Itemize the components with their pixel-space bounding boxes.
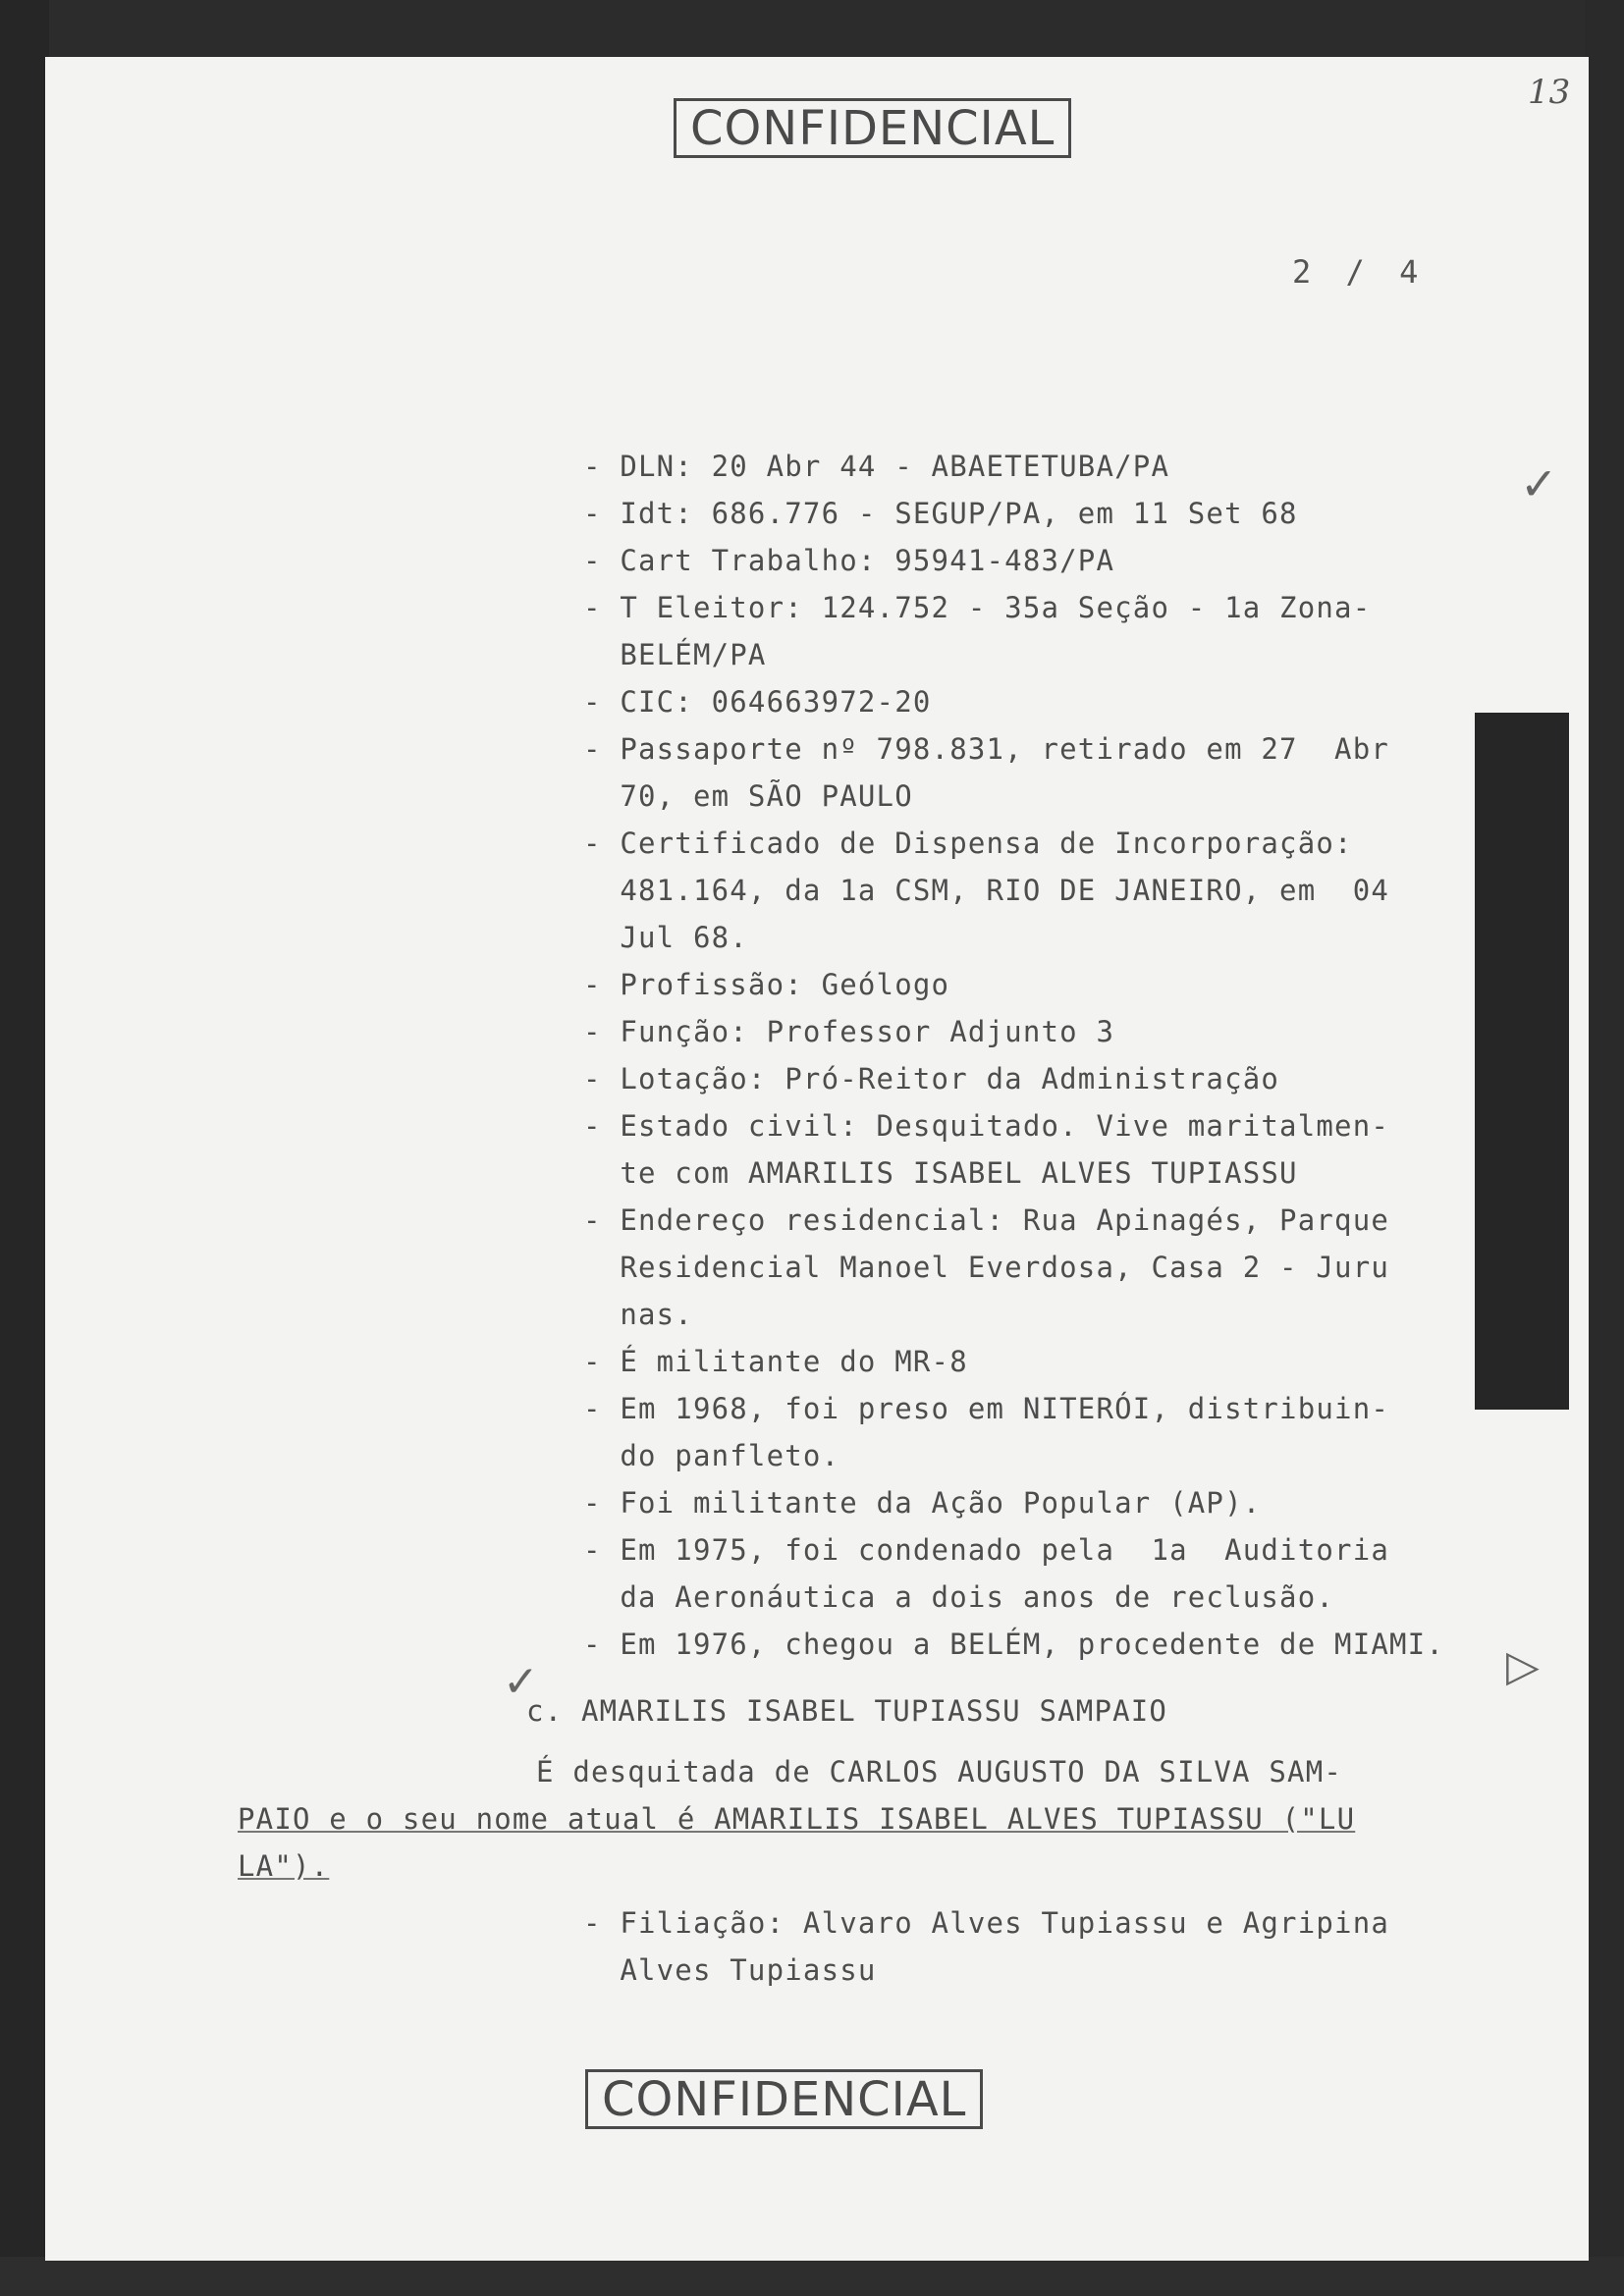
doc-line: - Passaporte nº 798.831, retirado em 27 Abr — [583, 732, 1390, 766]
doc-line: - Idt: 686.776 - SEGUP/PA, em 11 Set 68 — [583, 497, 1298, 530]
doc-line: Residencial Manoel Everdosa, Casa 2 - Juru — [583, 1251, 1390, 1284]
doc-line: - Profissão: Geólogo — [583, 968, 950, 1001]
doc-line: - CIC: 064663972-20 — [583, 685, 932, 719]
scan-border-left — [0, 0, 49, 2296]
doc-line: - Cart Trabalho: 95941-483/PA — [583, 544, 1115, 577]
doc-line: - Lotação: Pró-Reitor da Administração — [583, 1062, 1280, 1095]
doc-line: - Função: Professor Adjunto 3 — [583, 1015, 1115, 1048]
arrow-mark-icon: ▷ — [1506, 1641, 1540, 1691]
doc-line: - Filiação: Alvaro Alves Tupiassu e Agripina — [583, 1906, 1390, 1940]
doc-line: nas. — [583, 1298, 693, 1331]
scan-border-right — [1585, 0, 1624, 2296]
doc-line: - Em 1975, foi condenado pela 1a Auditoria — [583, 1533, 1390, 1567]
section-c-paragraph: É desquitada de CARLOS AUGUSTO DA SILVA SAM- — [536, 1755, 1343, 1789]
doc-line: - Foi militante da Ação Popular (AP). — [583, 1486, 1262, 1520]
doc-line: - Endereço residencial: Rua Apinagés, Parque — [583, 1203, 1390, 1237]
scan-border-bottom — [0, 2257, 1624, 2296]
confidential-stamp-bottom: CONFIDENCIAL — [585, 2069, 983, 2129]
doc-line: - T Eleitor: 124.752 - 35a Seção - 1a Zona- — [583, 591, 1372, 624]
doc-line: 481.164, da 1a CSM, RIO DE JANEIRO, em 04 — [583, 874, 1390, 907]
document-page — [45, 57, 1589, 2261]
doc-line: Alves Tupiassu — [583, 1953, 877, 1987]
section-c-heading: c. AMARILIS ISABEL TUPIASSU SAMPAIO — [526, 1694, 1168, 1728]
scan-border-top — [0, 0, 1624, 61]
doc-line: 70, em SÃO PAULO — [583, 779, 913, 813]
checkmark-icon: ✓ — [1520, 457, 1558, 510]
section-c-paragraph: LA"). — [238, 1849, 330, 1883]
doc-line: te com AMARILIS ISABEL ALVES TUPIASSU — [583, 1156, 1298, 1190]
doc-line: - Estado civil: Desquitado. Vive maritalmen- — [583, 1109, 1390, 1143]
doc-line: da Aeronáutica a dois anos de reclusão. — [583, 1580, 1335, 1614]
section-c-paragraph: PAIO e o seu nome atual é AMARILIS ISABEL ALVES TUPIASSU ("LU — [238, 1802, 1356, 1836]
page-count: 2 / 4 — [1292, 253, 1427, 291]
checkmark-icon: ✓ — [503, 1657, 539, 1707]
doc-line: do panfleto. — [583, 1439, 840, 1472]
doc-line: Jul 68. — [583, 921, 748, 954]
doc-line: BELÉM/PA — [583, 638, 767, 671]
doc-line: - Certificado de Dispensa de Incorporação: — [583, 827, 1353, 860]
doc-line: - Em 1968, foi preso em NITERÓI, distribuin- — [583, 1392, 1390, 1425]
confidential-stamp-top: CONFIDENCIAL — [674, 98, 1071, 158]
doc-line: - Em 1976, chegou a BELÉM, procedente de MIAMI. — [583, 1628, 1444, 1661]
doc-line: - É militante do MR-8 — [583, 1345, 968, 1378]
redaction-bar — [1475, 713, 1569, 1410]
handwritten-page-number: 13 — [1528, 73, 1571, 112]
doc-line: - DLN: 20 Abr 44 - ABAETETUBA/PA — [583, 450, 1170, 483]
